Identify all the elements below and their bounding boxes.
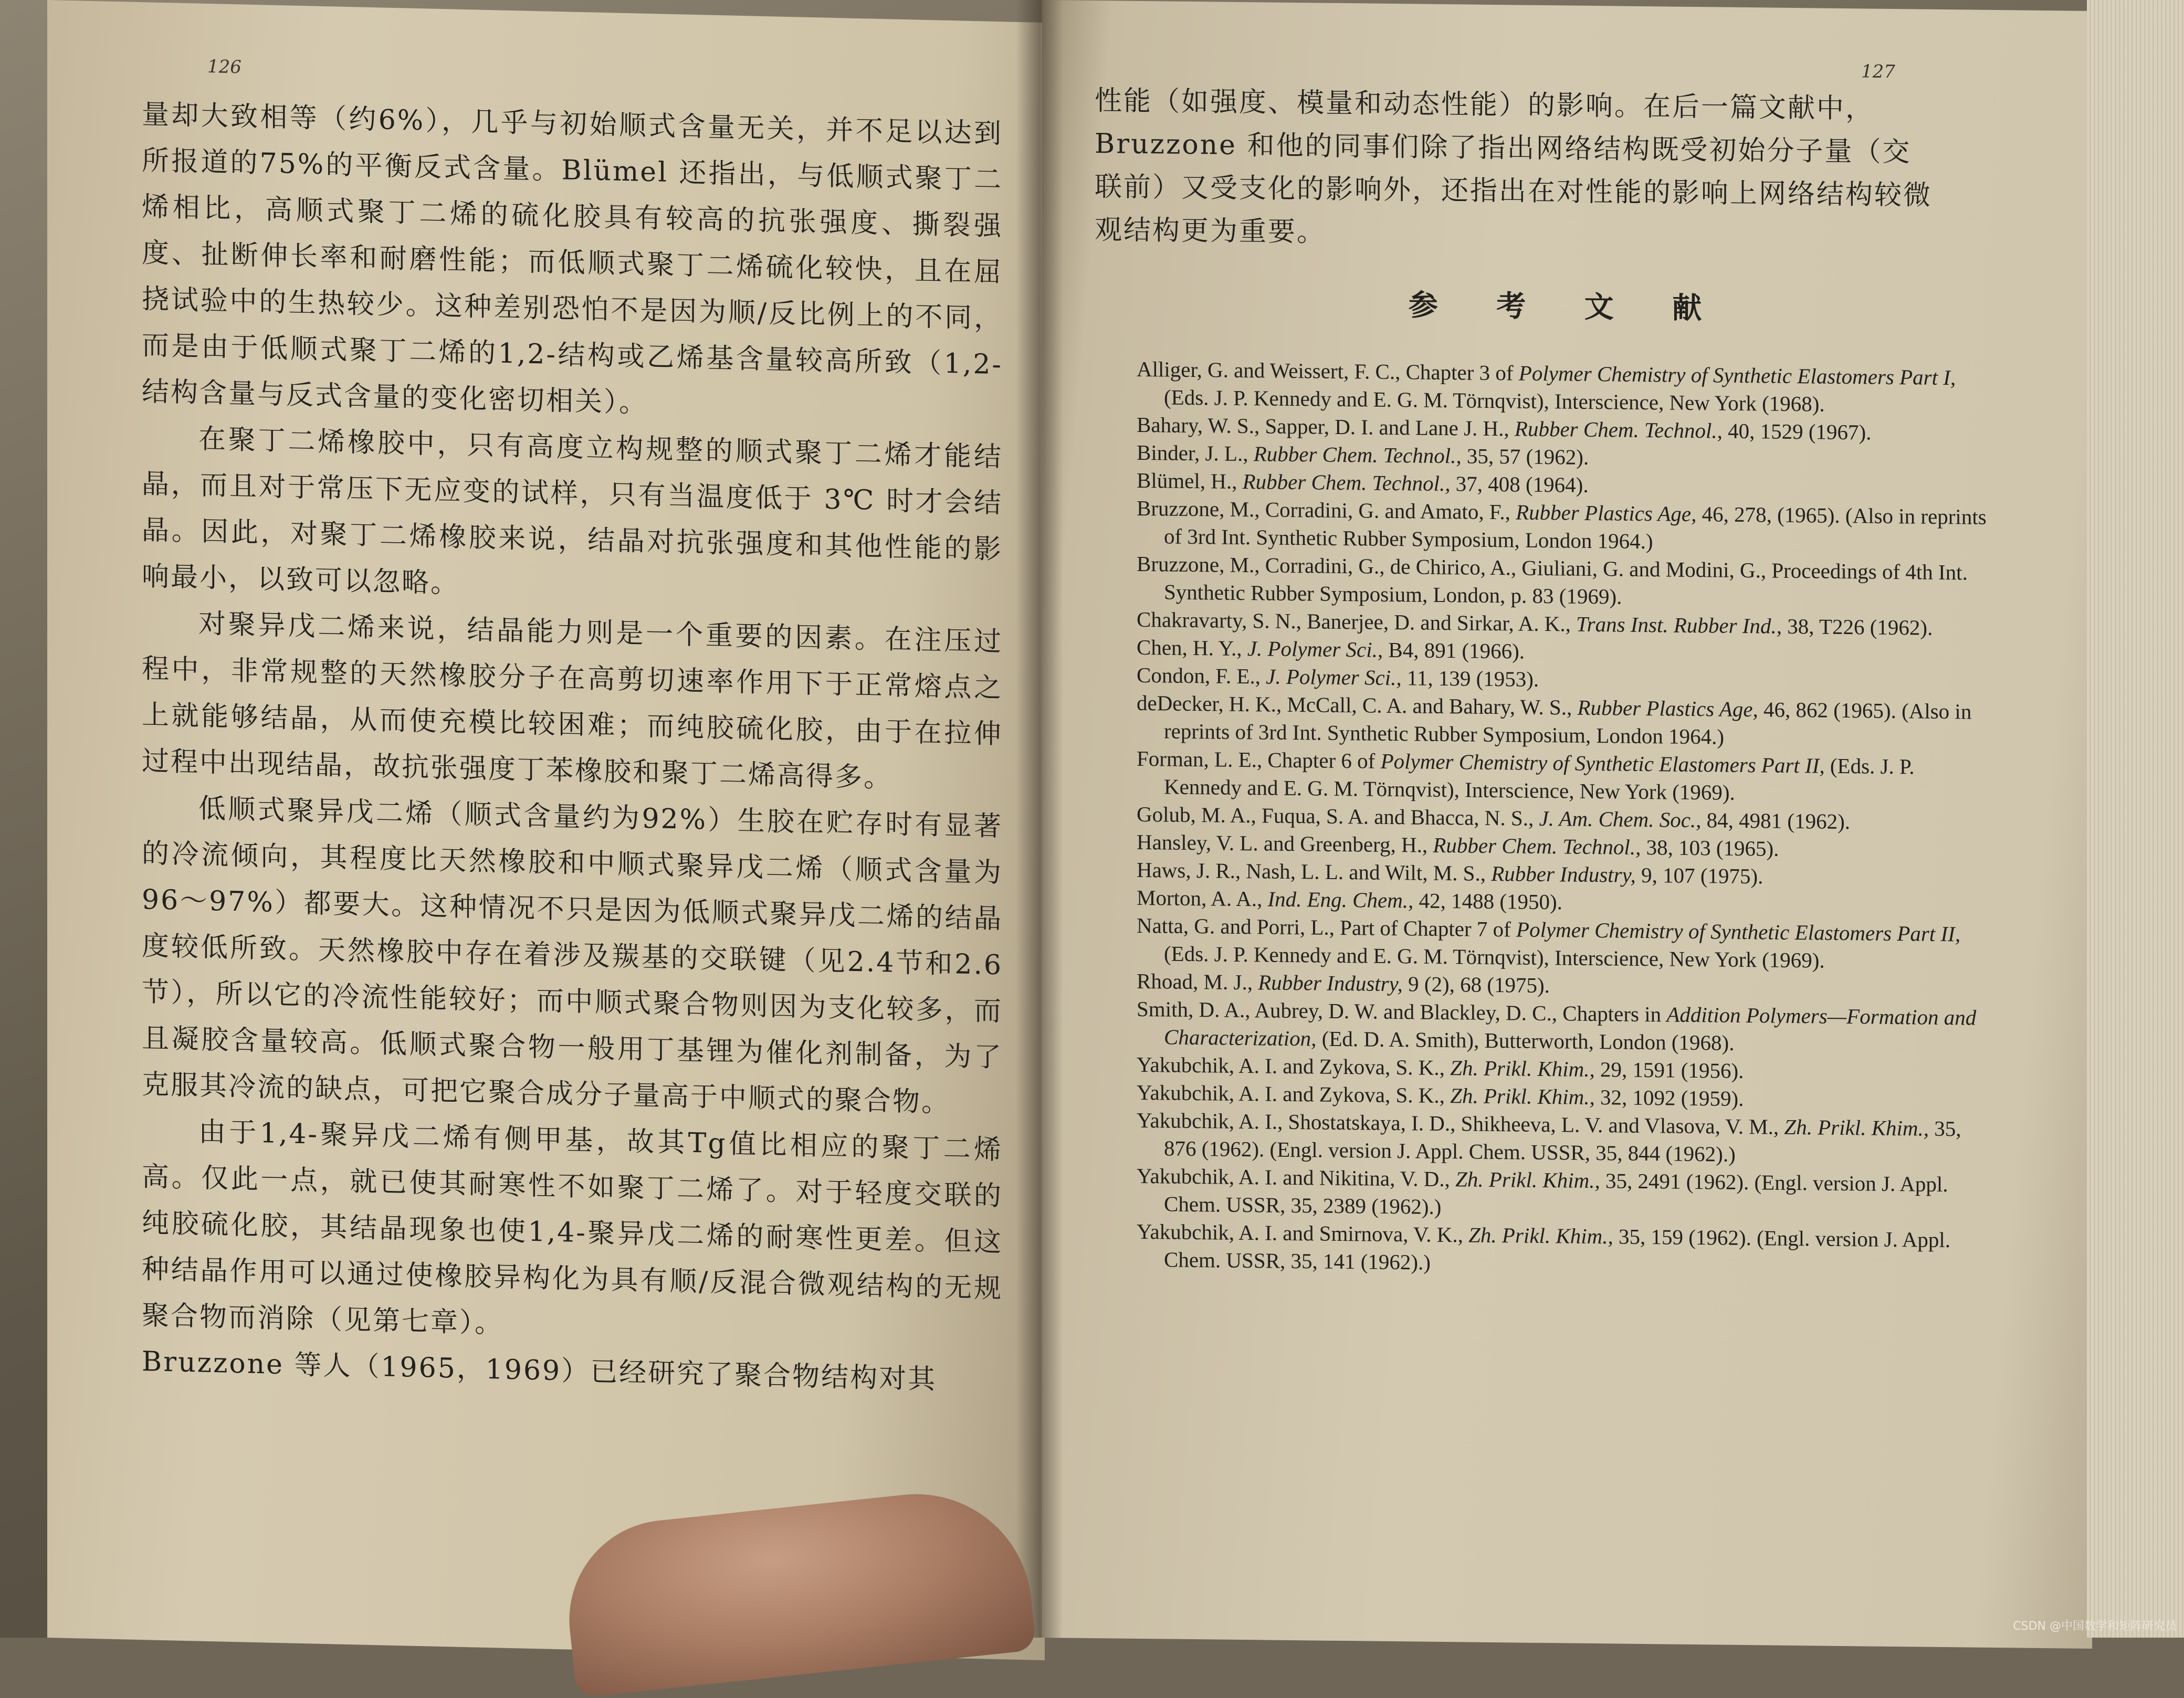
reference-journal: Polymer Chemistry of Synthetic Elastomers Part I, (1518, 361, 1956, 390)
book-gutter (1016, 0, 1063, 1638)
reference-authors: Bahary, W. S., Sapper, D. I. and Lane J. H., (1137, 412, 1515, 441)
reference-authors: Yakubchik, A. I., Shostatskaya, I. D., Shikheeva, L. V. and Vlasova, V. M., (1137, 1108, 1784, 1139)
reference-details: 35, 57 (1962). (1461, 444, 1589, 469)
reference-item (1137, 550, 1987, 615)
paragraph: 对聚异戊二烯来说，结晶能力则是一个重要的因素。在注压过程中，非常规整的天然橡胶分子在高剪切速率作用下于正常熔点之上就能够结晶，从而使充模比较困难；而纯胶硫化胶，由于在拉伸过程中出现结晶，故抗张强度丁苯橡胶和聚丁二烯高得多。 (142, 608, 1003, 794)
reference-details: B4, 891 (1966). (1383, 637, 1525, 663)
reference-details: 38, 103 (1965). (1641, 835, 1779, 861)
reference-journal: Zh. Prikl. Khim., (1455, 1167, 1600, 1193)
reference-authors: Golub, M. A., Fuqua, S. A. and Bhacca, N. S., (1137, 801, 1539, 830)
reference-journal: J. Polymer Sci., (1266, 664, 1402, 690)
reference-authors: deDecker, H. K., McCall, C. A. and Bahary, W. S., (1137, 690, 1578, 720)
reference-authors: Bruzzone, M., Corradini, G., de Chirico, A., Giuliani, G. and Modini, G., Proceedings of 4th Int. Synthetic Rubber Symposium, London, p. 83 (1969). (1137, 551, 1968, 609)
reference-item (1137, 995, 1987, 1060)
page-stack-edge (2087, 0, 2184, 1638)
references-heading: 参 考 文 献 (1408, 288, 1726, 326)
reference-authors: Chakravarty, S. N., Banerjee, D. and Sirkar, A. K., (1137, 607, 1577, 636)
reference-authors: Smith, D. A., Aubrey, D. W. and Blackley, D. C., Chapters in (1137, 996, 1667, 1027)
reference-journal: Ind. Eng. Chem., (1267, 887, 1414, 913)
reference-authors: Yakubchik, A. I. and Smirnova, V. K., (1137, 1219, 1469, 1247)
reference-journal: J. Am. Chem. Soc., (1539, 806, 1702, 832)
reference-details: 9, 107 (1975). (1635, 862, 1763, 889)
reference-authors: Morton, A. A., (1137, 885, 1268, 911)
reference-authors: Rhoad, M. J., (1137, 968, 1258, 995)
reference-journal: Polymer Chemistry of Synthetic Elastomers Part II, (1380, 748, 1825, 778)
watermark: CSDN @中国数学和矩阵研究员 (2013, 1620, 2177, 1633)
reference-journal: Zh. Prikl. Khim., (1468, 1222, 1613, 1249)
paragraph: 由于1,4-聚异戊二烯有侧甲基，故其Tg值比相应的聚丁二烯高。仅此一点，就已使其耐寒性不如聚丁二烯了。对于轻度交联的纯胶硫化胶，其结晶现象也使1,4-聚异戊二烯的耐寒性更差。但这种结晶作用可以通过使橡胶异构化为具有顺/反混合微观结构的无规聚合物而消除（见第七章）。 (142, 1116, 1003, 1340)
reference-item (1137, 689, 1987, 754)
reference-details: 46, 278, (1965). (Also in reprints of 3rd Int. Synthetic Rubber Symposium, London 1964.) (1164, 502, 1987, 554)
reference-authors: Haws, J. R., Nash, L. L. and Wilt, M. S., (1137, 857, 1492, 885)
reference-details: 29, 1591 (1956). (1594, 1057, 1744, 1083)
reference-journal: Rubber Industry, (1258, 970, 1403, 996)
reference-journal: Polymer Chemistry of Synthetic Elastomers Part II, (1516, 917, 1961, 946)
paragraph: 量却大致相等（约6%），几乎与初始顺式含量无关，并不足以达到所报道的75%的平衡反式含量。Blümel 还指出，与低顺式聚丁二烯相比，高顺式聚丁二烯的硫化胶具有较高的抗张强度、撕裂强度、扯断伸长率和耐磨性能；而低顺式聚丁二烯硫化较快，且在屈挠试验中的生热较少。这种差别恐怕不是因为顺/反比例上的不同，而是由于低顺式聚丁二烯的1,2-结构或乙烯基含量较高所致（1,2-结构含量与反式含量的变化密切相关）。 (142, 99, 1003, 419)
reference-journal: J. Polymer Sci., (1247, 636, 1383, 662)
reference-journal: Rubber Chem. Technol., (1433, 832, 1641, 859)
reference-journal: Rubber Plastics Age, (1577, 695, 1758, 722)
reference-details: 35, 876 (1962). (Engl. version J. Appl. Chem. USSR, 35, 844 (1962).) (1164, 1116, 1961, 1166)
reference-journal: Addition Polymers—Formation and Characterization, (1164, 1002, 1977, 1051)
paragraph: 在聚丁二烯橡胶中，只有高度立构规整的顺式聚丁二烯才能结晶，而且对于常压下无应变的试样，只有当温度低于 3℃ 时才会结晶。因此，对聚丁二烯橡胶来说，结晶对抗张强度和其他性能的影响最小，以致可以忽略。 (142, 423, 1003, 599)
reference-journal: Rubber Chem. Technol., (1253, 441, 1462, 468)
reference-authors: Alliger, G. and Weissert, F. C., Chapter 3 of (1137, 356, 1519, 385)
reference-details: 35, 159 (1962). (Engl. version J. Appl. Chem. USSR, 35, 141 (1962).) (1164, 1224, 1951, 1274)
reference-details: (Eds. J. P. Kennedy and E. G. M. Törnqvist), Interscience, New York (1969). (1164, 753, 1915, 805)
reference-journal: Rubber Chem. Technol., (1514, 416, 1723, 443)
reference-details: 9 (2), 68 (1975). (1402, 972, 1550, 998)
reference-authors: Chen, H. Y., (1137, 635, 1247, 661)
reference-authors: Natta, G. and Porri, L., Part of Chapter 7 of (1137, 913, 1517, 942)
reference-authors: Forman, L. E., Chapter 6 of (1137, 746, 1381, 773)
paragraph: 性能（如强度、模量和动态性能）的影响。在后一篇文献中，Bruzzone 和他的同事们除了指出网络结构既受初始分子量（交联前）又受支化的影响外，还指出在对性能的影响上网络结构较微观结构更为重要。 (1095, 85, 1933, 248)
references-list (1137, 355, 1987, 1282)
reference-authors: Blümel, H., (1137, 468, 1243, 493)
reference-authors: Yakubchik, A. I. and Zykova, S. K., (1137, 1052, 1451, 1080)
reference-authors: Yakubchik, A. I. and Zykova, S. K., (1137, 1080, 1451, 1108)
left-body-text (142, 91, 1003, 1404)
right-page-number: 127 (1861, 61, 1895, 83)
left-page-number: 126 (207, 56, 242, 78)
reference-details: 32, 1092 (1959). (1594, 1085, 1744, 1111)
reference-authors: Bruzzone, M., Corradini, G. and Amato, F., (1137, 495, 1516, 524)
reference-journal: Rubber Plastics Age, (1516, 500, 1697, 526)
paragraph: Bruzzone 等人（1965，1969）已经研究了聚合物结构对其 (142, 1346, 937, 1396)
reference-details: 40, 1529 (1967). (1722, 418, 1872, 445)
reference-journal: Rubber Industry, (1491, 861, 1636, 887)
reference-authors: Condon, F. E., (1137, 662, 1266, 689)
reference-item (1137, 355, 1987, 420)
reference-details: 46, 862 (1965). (Also in reprints of 3rd Int. Synthetic Rubber Symposium, London 1964.) (1164, 697, 1972, 749)
paragraph: 低顺式聚异戊二烯（顺式含量约为92%）生胶在贮存时有显著的冷流倾向，其程度比天然橡胶和中顺式聚异戊二烯（顺式含量为96～97%）都要大。这种情况不只是因为低顺式聚异戊二烯的结晶度较低所致。天然橡胶中存在着涉及羰基的交联键（见2.4节和2.6节），所以它的冷流性能较好；而中顺式聚合物则因为支化较多，而且凝胶含量较高。低顺式聚合物一般用丁基锂为催化剂制备，为了克服其冷流的缺点，可把它聚合成分子量高于中顺式的聚合物。 (142, 793, 1003, 1119)
reference-details: 37, 408 (1964). (1450, 471, 1589, 497)
reference-journal: Zh. Prikl. Khim., (1450, 1056, 1595, 1082)
reference-journal: Trans Inst. Rubber Ind., (1576, 611, 1782, 638)
left-page (47, 0, 1045, 1660)
right-intro-text (1095, 79, 1935, 260)
reference-authors: Binder, J. L., (1137, 440, 1254, 466)
reference-details: 38, T226 (1962). (1781, 614, 1933, 640)
reference-details: 42, 1488 (1950). (1413, 888, 1562, 914)
reference-item (1137, 494, 1987, 559)
reference-authors: Hansley, V. L. and Greenberg, H., (1137, 829, 1433, 857)
reference-details: (Eds. J. P. Kennedy and E. G. M. Törnqvist), Interscience, New York (1968). (1164, 385, 1825, 416)
reference-item (1137, 745, 1987, 809)
reference-details: 84, 4981 (1962). (1701, 808, 1850, 834)
reference-item (1137, 1218, 1987, 1282)
reference-details: 35, 2491 (1962). (Engl. version J. Appl. Chem. USSR, 35, 2389 (1962).) (1164, 1168, 1948, 1219)
reference-details: 11, 139 (1953). (1401, 666, 1539, 691)
reference-details: (Ed. D. A. Smith), Butterworth, London (1968). (1316, 1026, 1735, 1055)
reference-details: (Eds. J. P. Kennedy and E. G. M. Törnqvist), Interscience, New York (1969). (1164, 941, 1825, 973)
reference-journal: Rubber Chem. Technol., (1242, 469, 1451, 496)
reference-item (1137, 912, 1987, 976)
reference-item (1137, 1106, 1987, 1171)
right-page (1042, 0, 2092, 1649)
reference-authors: Yakubchik, A. I. and Nikitina, V. D., (1137, 1163, 1456, 1191)
reference-journal: Zh. Prikl. Khim., (1450, 1083, 1595, 1110)
reference-item (1137, 1162, 1987, 1227)
reference-journal: Zh. Prikl. Khim., (1784, 1114, 1929, 1141)
